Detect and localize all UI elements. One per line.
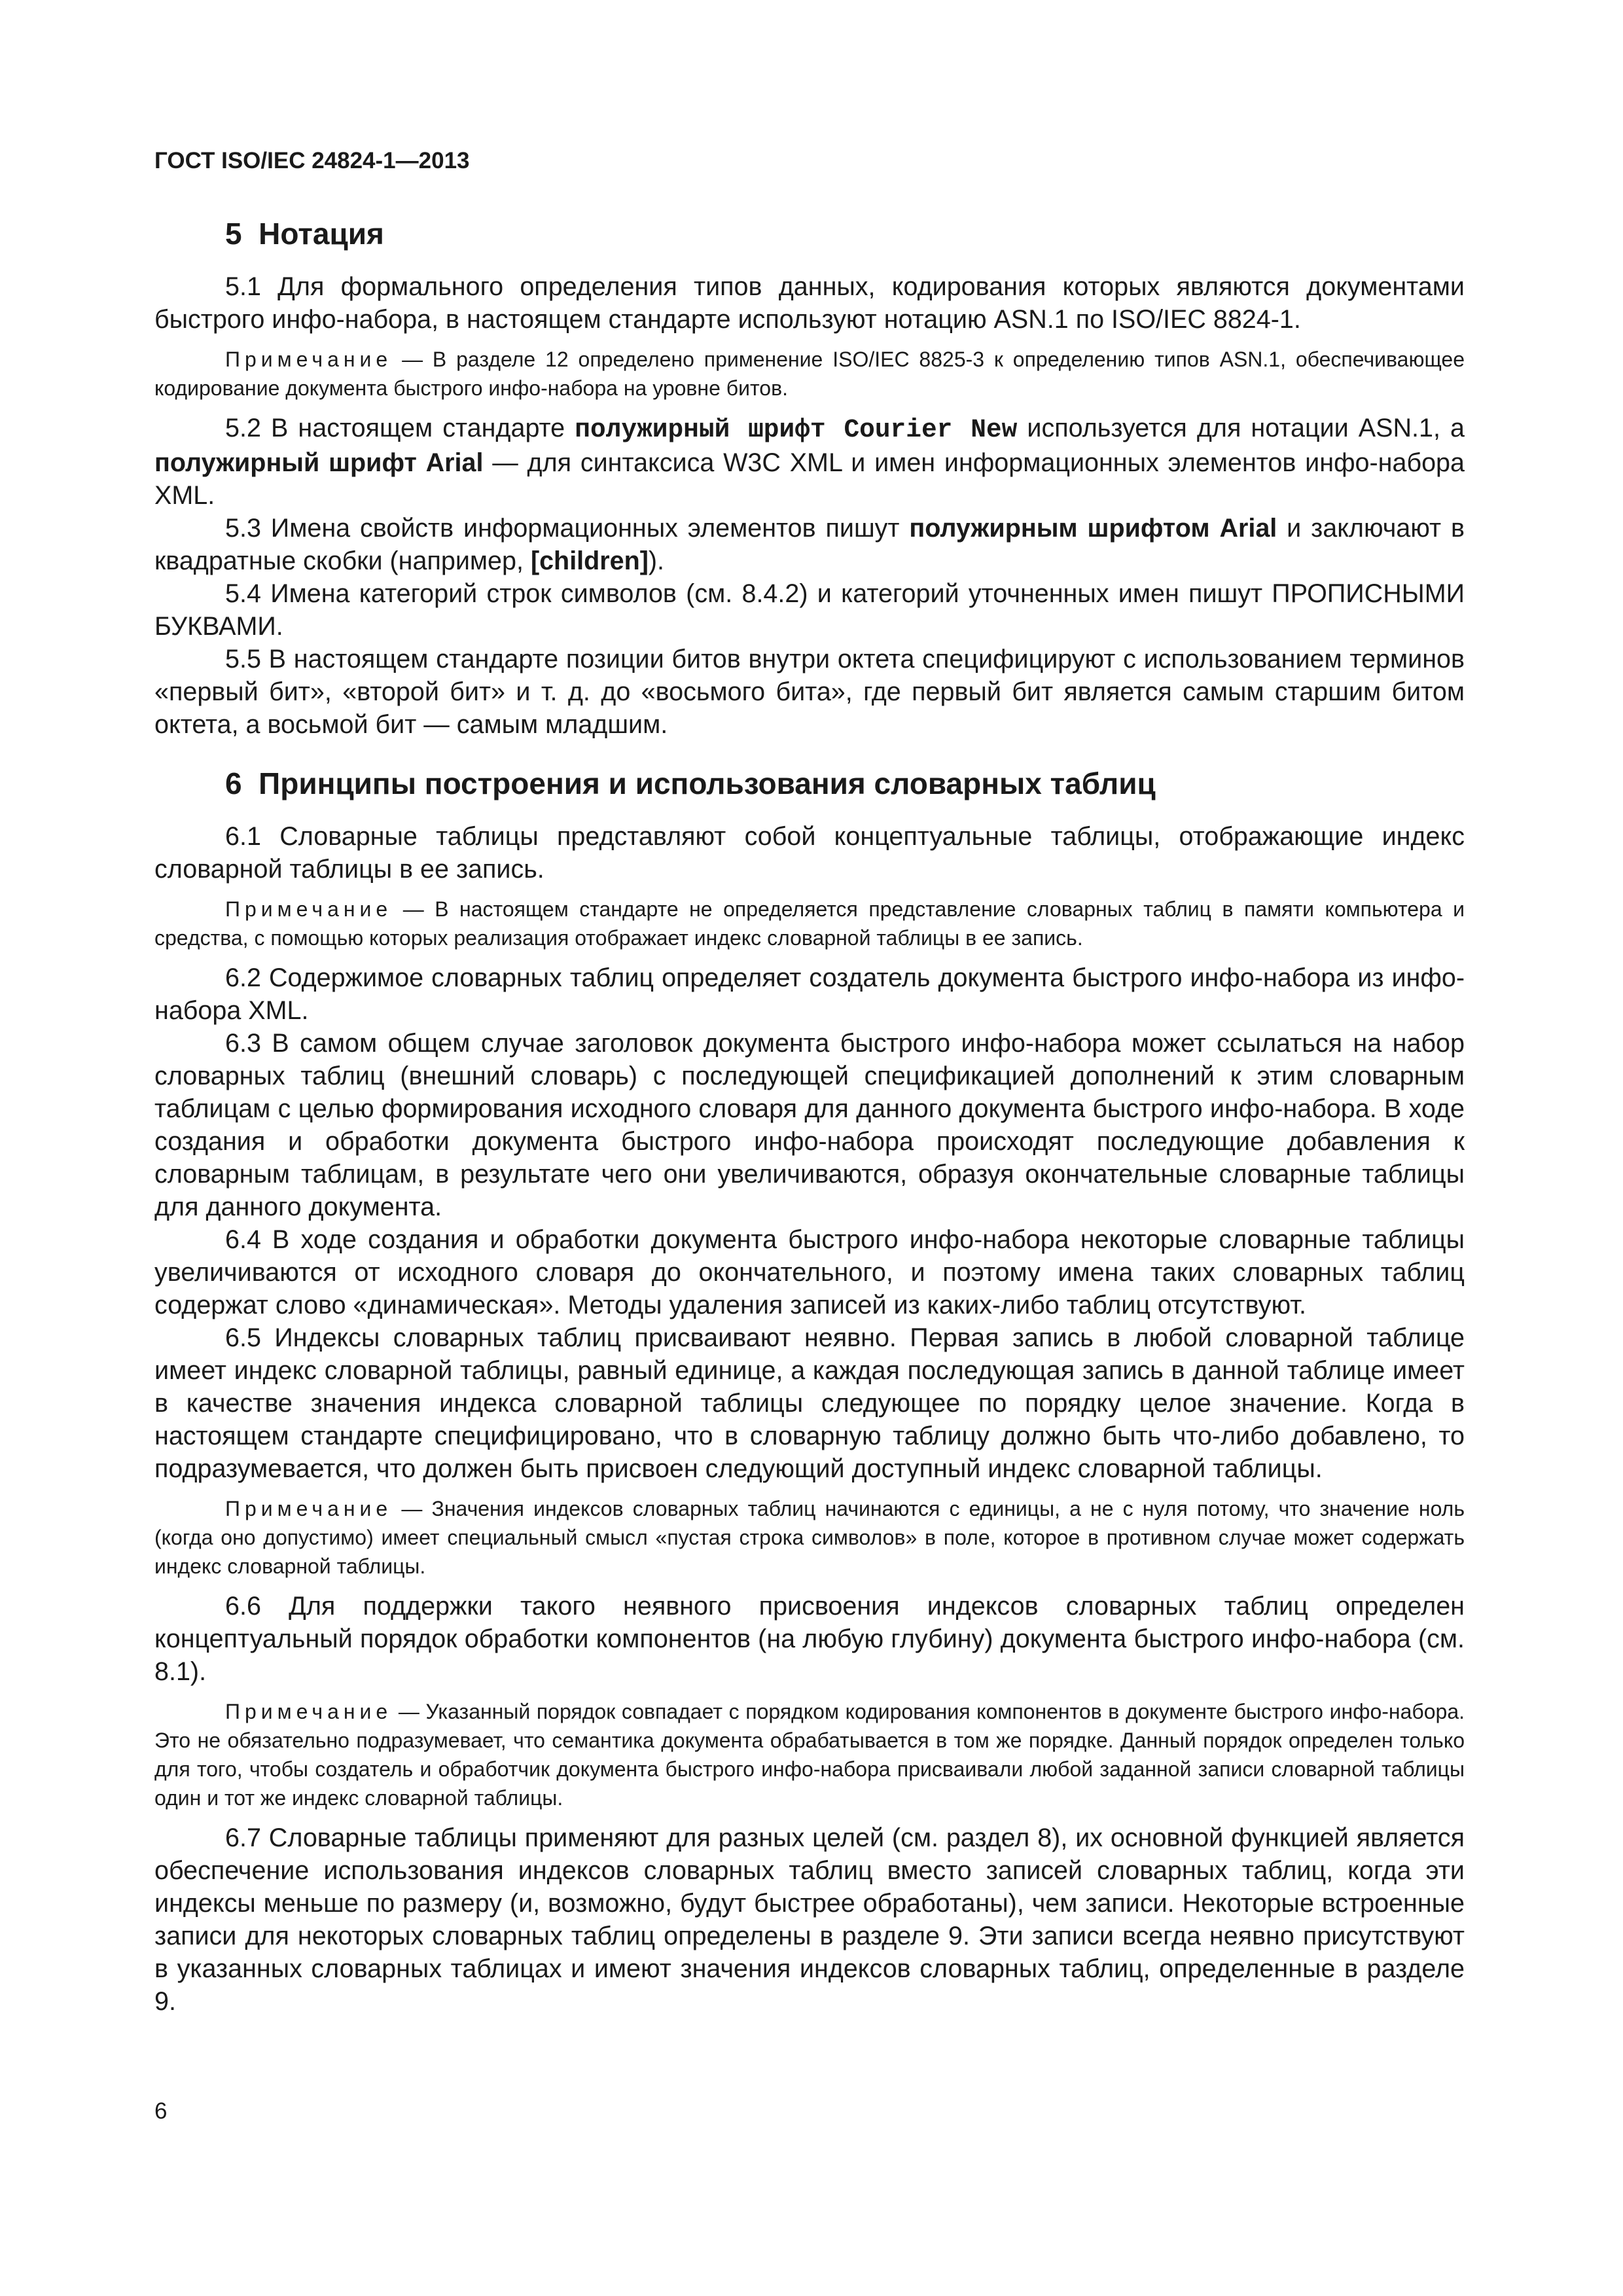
paragraph-6-6: 6.6 Для поддержки такого неявного присвоения индексов словарных таблиц определен концептуальный порядок обработки компонентов (на любую глубину) документа быстрого инфо-набора (см. 8.1). bbox=[154, 1592, 1465, 1687]
section-5-title: Нотация bbox=[259, 217, 384, 251]
paragraph-6-4: 6.4 В ходе создания и обработки документа быстрого инфо-набора некоторые словарные таблицы увеличиваются от исходного словаря до окончательного, и поэтому имена таких словарных таблиц содержат слово «динамическая». Методы удаления записей из каких-либо таблиц отсутствуют. bbox=[154, 1225, 1465, 1320]
paragraph-6-7: 6.7 Словарные таблицы применяют для разных целей (см. раздел 8), их основной функцией является обеспечение использования индексов словарных таблиц вместо записей словарных таблиц, когда эти индексы меньше по размеру (и, возможно, будут быстрее обработаны), чем записи. Некоторые встроенные записи для некоторых словарных таблиц определены в разделе 9. Эти записи всегда неявно присутствуют в указанных словарных таблицах и имеют значения индексов словарных таблиц, определенные в разделе 9. bbox=[154, 1823, 1465, 2017]
paragraph-5-3 bbox=[154, 512, 1465, 577]
note-6-5 bbox=[154, 1494, 1465, 1581]
paragraph-6-2: 6.2 Содержимое словарных таблиц определяет создатель документа быстрого инфо-набора из инфо-набора XML. bbox=[154, 963, 1465, 1026]
paragraph-6-1: 6.1 Словарные таблицы представляют собой концептуальные таблицы, отображающие индекс словарной таблицы в ее запись. bbox=[154, 822, 1465, 884]
arial-bold-sample: полужирный шрифт Arial bbox=[154, 448, 484, 478]
arial-bold-phrase: полужирным шрифтом Arial bbox=[909, 514, 1277, 543]
paragraph-6-5: 6.5 Индексы словарных таблиц присваивают неявно. Первая запись в любой словарной таблице имеет индекс словарной таблицы, равный единице, а каждая последующая запись в данной таблице имеет в качестве значения индекса словарной таблицы следующее по порядку целое значение. Когда в настоящем стандарте специфицировано, что в словарную таблицу должно быть что-либо добавлено, то подразумевается, что должен быть присвоен следующий доступный индекс словарной таблицы. bbox=[154, 1323, 1465, 1484]
note-6-6 bbox=[154, 1697, 1465, 1812]
paragraph-5-2 bbox=[154, 412, 1465, 512]
paragraph-5-3-text-b: и заключают в квадратные скобки (например, bbox=[154, 514, 1465, 576]
paragraph-5-5: 5.5 В настоящем стандарте позиции битов внутри октета специфицируют с использованием терминов «первый бит», «второй бит» и т. д. до «восьмого бита», где первый бит является самым старшим битом октета, а восьмой бит — самым младшим. bbox=[154, 645, 1465, 740]
note-label: Примечание bbox=[225, 897, 393, 922]
page-content bbox=[154, 216, 1465, 2018]
page-number: 6 bbox=[154, 2098, 168, 2124]
section-6-title: Принципы построения и использования словарных таблиц bbox=[259, 766, 1156, 801]
section-5-number: 5 bbox=[225, 217, 242, 251]
note-text: — Значения индексов словарных таблиц начинаются с единицы, а не с нуля потому, что значение ноль (когда оно допустимо) имеет специальный смысл «пустая строка символов» в поле, которое в противном случае может содержать индекс словарной таблицы. bbox=[154, 1497, 1465, 1579]
paragraph-5-4: 5.4 Имена категорий строк символов (см. 8.4.2) и категорий уточненных имен пишут ПРОПИСНЫМИ БУКВАМИ. bbox=[154, 579, 1465, 641]
courier-new-sample: полужирный шрифт Courier New bbox=[575, 415, 1018, 445]
paragraph-5-2-text-b: используется для нотации ASN.1, а bbox=[1017, 414, 1465, 443]
note-6-1 bbox=[154, 895, 1465, 952]
note-text: — В разделе 12 определено применение ISO/IEC 8825-3 к определению типов ASN.1, обеспечивающее кодирование документа быстрого инфо-набора на уровне битов. bbox=[154, 348, 1465, 401]
note-label: Примечание bbox=[225, 348, 393, 372]
section-5-heading bbox=[154, 216, 1465, 252]
note-5-1 bbox=[154, 345, 1465, 403]
paragraph-5-3-text-a: 5.3 Имена свойств информационных элементов пишут bbox=[225, 514, 910, 543]
note-label: Примечание bbox=[225, 1497, 393, 1521]
document-id-header: ГОСТ ISO/IEC 24824-1—2013 bbox=[154, 148, 470, 173]
section-6-number: 6 bbox=[225, 766, 242, 801]
paragraph-5-3-text-c: ). bbox=[648, 547, 665, 576]
paragraph-5-2-text-a: 5.2 В настоящем стандарте bbox=[225, 414, 575, 443]
paragraph-6-3: 6.3 В самом общем случае заголовок документа быстрого инфо-набора может ссылаться на набор словарных таблиц (внешний словарь) с последующей спецификацией дополнений к этим словарным таблицам с целью формирования исходного словаря для данного документа быстрого инфо-набора. В ходе создания и обработки документа быстрого инфо-набора происходят последующие добавления к словарным таблицам, в результате чего они увеличиваются, образуя окончательные словарные таблицы для данного документа. bbox=[154, 1029, 1465, 1222]
paragraph-5-2-text-c: — для синтаксиса W3C XML и имен информационных элементов инфо-набора XML. bbox=[154, 448, 1465, 511]
children-property: [children] bbox=[530, 547, 649, 576]
paragraph-5-1: 5.1 Для формального определения типов данных, кодирования которых являются документами быстрого инфо-набора, в настоящем стандарте используют нотацию ASN.1 по ISO/IEC 8824-1. bbox=[154, 272, 1465, 334]
note-text: — Указанный порядок совпадает с порядком кодирования компонентов в документе быстрого инфо-набора. Это не обязательно подразумевает, что семантика документа обрабатывается в том же порядке. Данный порядок определен только для того, чтобы создатель и обработчик документа быстрого инфо-набора присваивали любой заданной записи словарной таблицы один и тот же индекс словарной таблицы. bbox=[154, 1700, 1465, 1810]
note-label: Примечание bbox=[225, 1700, 393, 1724]
note-text: — В настоящем стандарте не определяется представление словарных таблиц в памяти компьютера и средства, с помощью которых реализация отображает индекс словарной таблицы в ее запись. bbox=[154, 897, 1465, 950]
section-6-heading bbox=[154, 766, 1465, 802]
